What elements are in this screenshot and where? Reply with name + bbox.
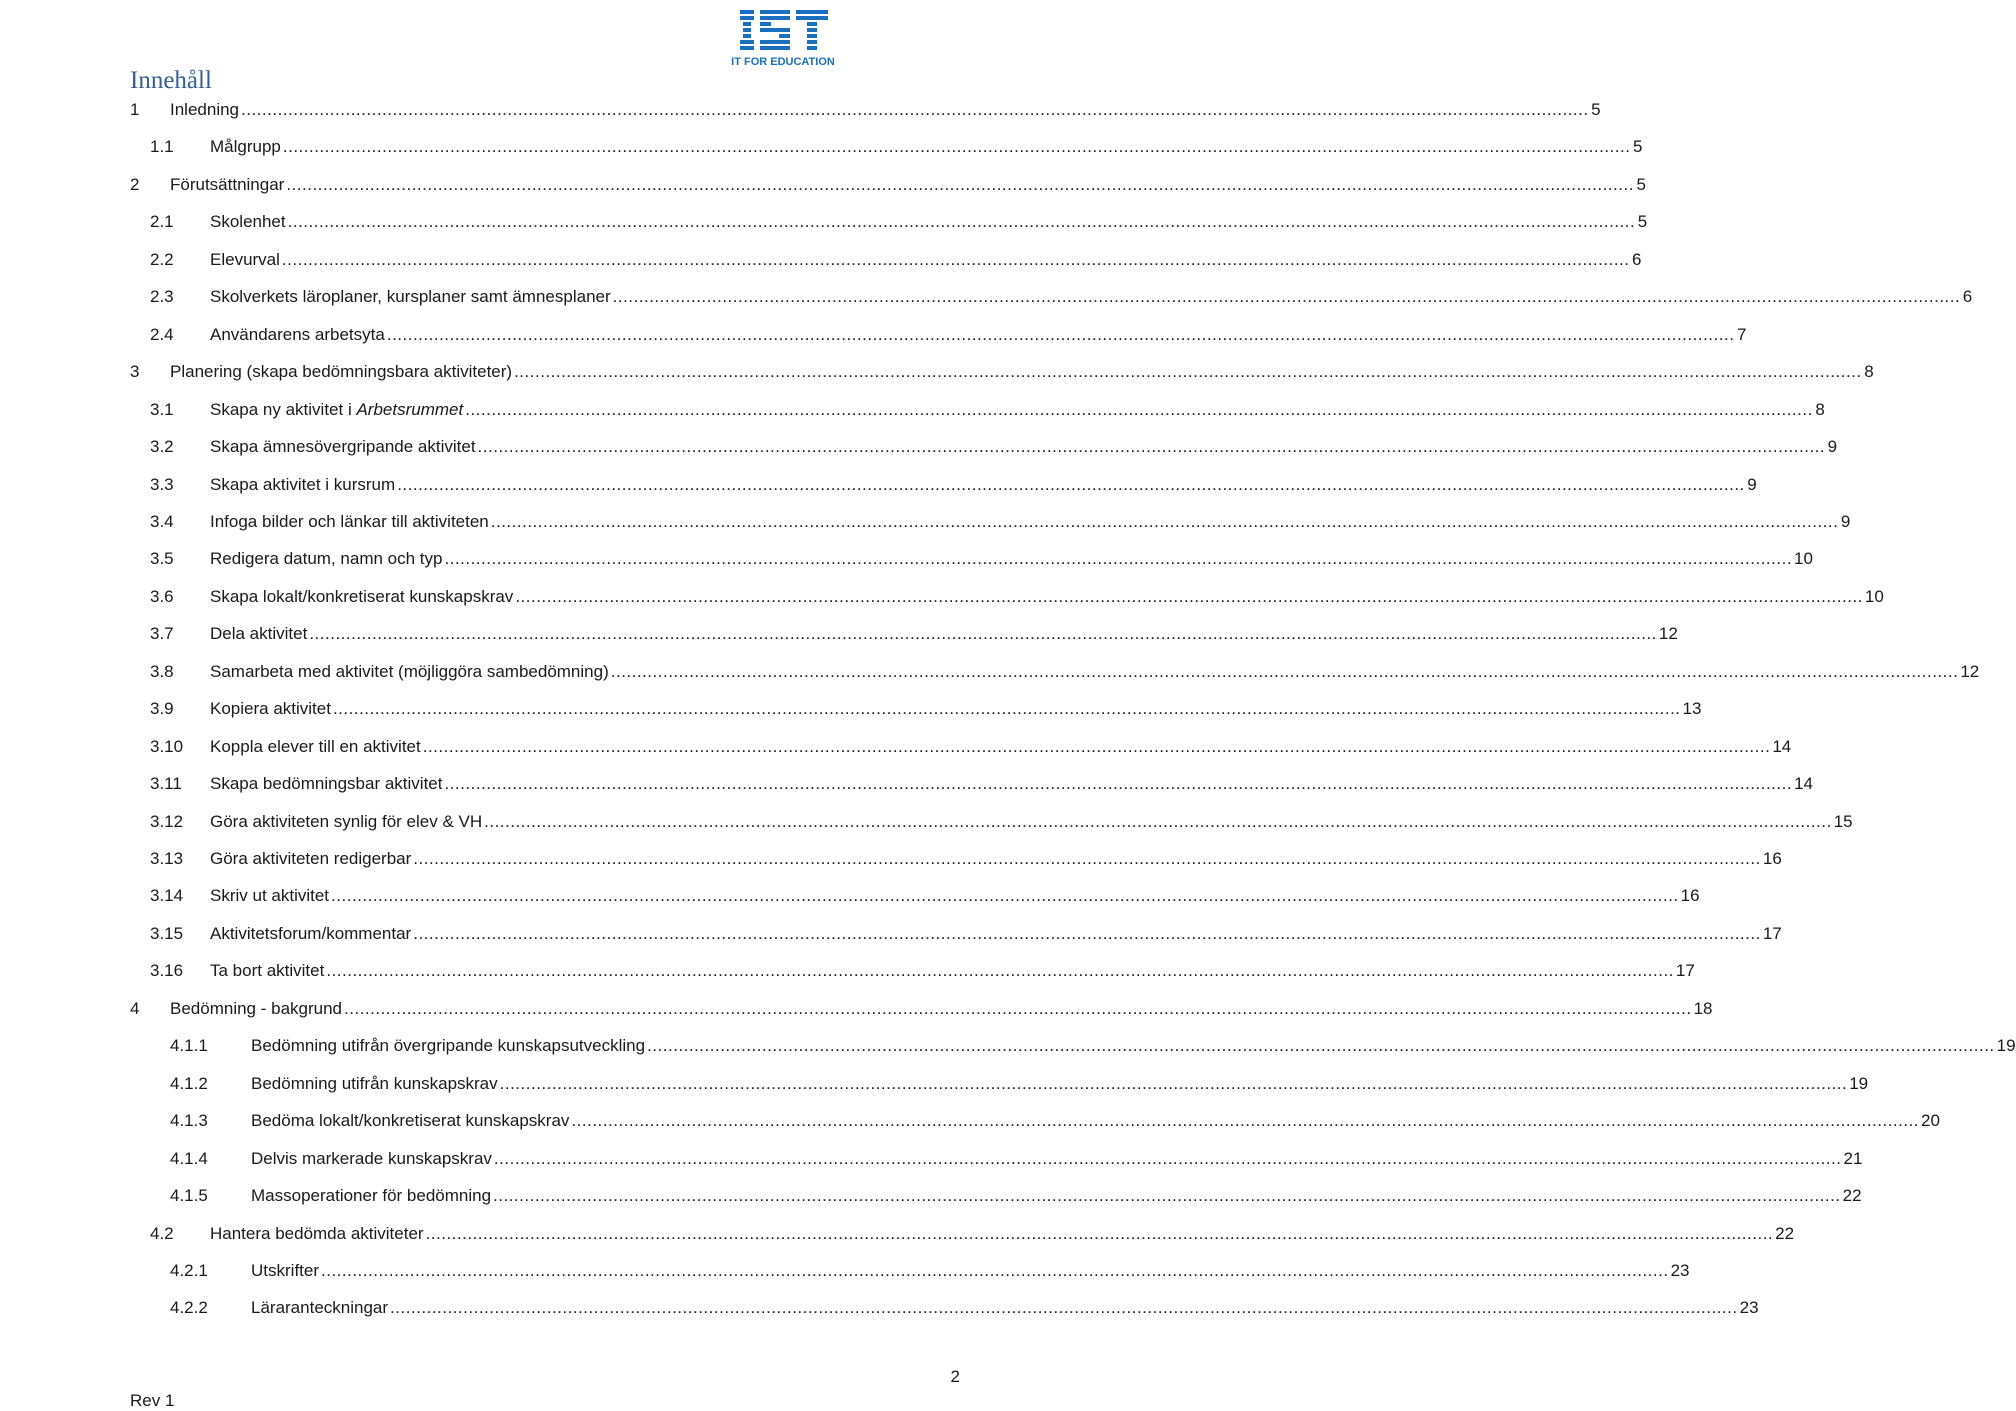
toc-dot-leader	[241, 96, 1589, 124]
toc-dot-leader	[478, 433, 1826, 461]
toc-entry-number: 3.5	[150, 549, 174, 569]
toc-entry-title-text: Planering (skapa bedömningsbara aktiviteter)	[170, 362, 513, 382]
toc-dot-leader	[613, 283, 1961, 311]
toc-dot-leader	[611, 658, 1959, 686]
toc-entry-title	[210, 882, 329, 910]
toc-entry[interactable]	[130, 920, 1782, 948]
toc-entry-number: 3.8	[150, 661, 174, 681]
toc-entry-number: 3.12	[150, 811, 184, 831]
toc-entry-number: 4.2	[150, 1223, 174, 1243]
toc-entry-title	[251, 1257, 319, 1285]
toc-dot-leader	[465, 396, 1813, 424]
toc-dot-leader	[344, 995, 1692, 1023]
footer-page-number: 2	[950, 1367, 960, 1386]
toc-entry-number: 1.1	[150, 137, 174, 157]
toc-entry[interactable]	[130, 471, 1757, 499]
toc-heading: Innehåll	[130, 67, 212, 94]
toc-entry-title-text: Kopiera aktivitet	[210, 699, 331, 719]
toc-entry-title	[210, 620, 307, 648]
toc-entry[interactable]	[130, 1032, 2016, 1060]
toc-dot-leader	[309, 620, 1657, 648]
toc-entry-title	[170, 96, 239, 124]
toc-entry-title	[210, 283, 611, 311]
toc-entry-number: 4.1.2	[170, 1073, 208, 1093]
toc-entry-title	[210, 695, 331, 723]
toc-dot-leader	[500, 1070, 1848, 1098]
toc-entry-number: 3.2	[150, 437, 174, 457]
toc-entry[interactable]	[130, 658, 1980, 686]
toc-entry-page: 14	[1794, 774, 1813, 794]
toc-entry[interactable]	[130, 845, 1782, 873]
ist-logo	[724, 8, 842, 70]
toc-entry-title-text: Inledning	[170, 100, 240, 119]
toc-entry-page: 19	[1849, 1073, 1869, 1093]
toc-entry-page: 19	[1996, 1036, 2016, 1056]
toc-entry-title	[210, 208, 286, 236]
toc-entry-title-text: Samarbeta med aktivitet (möjliggöra sambedömning)	[210, 661, 609, 681]
toc-entry-title-text: Skapa ämnesövergripande aktivitet	[210, 437, 476, 457]
toc-dot-leader	[333, 695, 1681, 723]
toc-entry-title-text: Bedömning - bakgrund	[170, 998, 343, 1018]
toc-entry-title	[170, 358, 512, 386]
toc-entry[interactable]	[130, 396, 1825, 424]
toc-entry-title-text: Skapa bedömningsbar aktivitet	[210, 774, 443, 794]
toc-dot-leader	[387, 321, 1735, 349]
toc-entry-title-text: Hantera bedömda aktiviteter	[210, 1223, 424, 1243]
toc-entry[interactable]	[130, 545, 1813, 573]
toc-entry-number: 4.1.4	[170, 1148, 208, 1168]
toc-entry-title-text: Skolenhet	[210, 212, 286, 232]
toc-dot-leader	[282, 246, 1630, 274]
toc-entry-page: 9	[1827, 437, 1838, 457]
toc-entry-title	[210, 770, 442, 798]
toc-entry-page: 15	[1833, 811, 1853, 831]
toc-entry[interactable]	[130, 283, 1973, 311]
toc-entry-title-text: Göra aktiviteten synlig för elev & VH	[210, 811, 483, 831]
toc-entry-page: 8	[1815, 399, 1825, 419]
toc-entry-title-text: Skolverkets läroplaner, kursplaner samt ämnesplaner	[210, 287, 611, 307]
toc-dot-leader	[423, 733, 1771, 761]
toc-entry[interactable]	[130, 620, 1678, 648]
toc-entry-title	[210, 920, 411, 948]
toc-entry[interactable]	[130, 1182, 1862, 1210]
toc-entry[interactable]	[130, 433, 1838, 461]
toc-entry-page: 22	[1775, 1223, 1795, 1243]
toc-entry-title	[251, 1294, 388, 1322]
toc-entry-number: 3.1	[150, 399, 174, 419]
toc-entry-title	[210, 583, 513, 611]
toc-entry-title	[210, 433, 476, 461]
toc-entry-page: 5	[1637, 212, 1648, 232]
toc-entry-title	[170, 171, 284, 199]
toc-dot-leader	[491, 508, 1839, 536]
ist-logo-mark	[724, 8, 842, 70]
toc-entry-page: 12	[1658, 624, 1678, 644]
toc-entry-title	[210, 808, 482, 836]
toc-entry-page: 13	[1682, 699, 1702, 719]
toc-entry-title	[210, 733, 421, 761]
toc-entry-number: 1	[130, 100, 140, 119]
toc-entry-page: 5	[1591, 100, 1601, 119]
toc-entry[interactable]	[130, 583, 1884, 611]
toc-dot-leader	[283, 133, 1631, 161]
toc-dot-leader	[413, 920, 1761, 948]
toc-entry-page: 23	[1739, 1298, 1759, 1318]
toc-entry-title	[251, 1107, 569, 1135]
toc-entry-page: 16	[1762, 849, 1782, 868]
toc-entry-title-text: Skriv ut aktivitet	[210, 886, 330, 906]
toc-entry-title-text: Bedöma lokalt/konkretiserat kunskapskrav	[251, 1111, 570, 1131]
toc-entry-number: 4.2.2	[170, 1298, 208, 1318]
toc-dot-leader	[426, 1220, 1774, 1248]
toc-entry-number: 3	[130, 362, 140, 382]
toc-entry-title	[170, 995, 342, 1023]
toc-dot-leader	[515, 583, 1863, 611]
toc-entry-title-text: Användarens arbetsyta	[210, 324, 385, 344]
toc-entry-title	[210, 321, 385, 349]
toc-entry[interactable]	[130, 1257, 1690, 1285]
toc-entry-title-text: Elevurval	[210, 249, 280, 269]
toc-dot-leader	[494, 1145, 1842, 1173]
toc-entry-page: 20	[1921, 1111, 1940, 1131]
toc-dot-leader	[390, 1294, 1738, 1322]
toc-dot-leader	[288, 208, 1636, 236]
toc-dot-leader	[286, 171, 1634, 199]
toc-entry-number: 3.11	[150, 774, 182, 794]
toc-entry-title	[251, 1032, 645, 1060]
toc-entry-page: 5	[1632, 137, 1643, 157]
toc-entry-title-text: Göra aktiviteten redigerbar	[210, 849, 412, 868]
toc-entry[interactable]	[130, 770, 1813, 798]
toc-entry-title-text: Förutsättningar	[170, 174, 285, 194]
toc-entry-title-text: Redigera datum, namn och typ	[210, 549, 443, 569]
toc-entry-title-text: Skapa ny aktivitet i	[210, 399, 357, 419]
toc-entry-title	[210, 246, 280, 274]
toc-entry-page: 22	[1842, 1186, 1862, 1206]
toc-entry-title-text: Aktivitetsforum/kommentar	[210, 923, 412, 943]
toc-entry-page: 18	[1693, 998, 1713, 1018]
toc-entry-title	[210, 471, 395, 499]
toc-entry[interactable]	[130, 733, 1792, 761]
toc-entry-title	[251, 1182, 491, 1210]
toc-dot-leader	[493, 1182, 1841, 1210]
toc-entry-page: 6	[1632, 249, 1642, 269]
footer-revision: Rev 1	[130, 1391, 175, 1410]
toc-entry[interactable]	[130, 133, 1643, 161]
toc-entry-title-text: Massoperationer för bedömning	[251, 1186, 492, 1206]
toc-entry[interactable]	[130, 695, 1702, 723]
toc-entry-page: 10	[1794, 549, 1813, 569]
toc-entry[interactable]	[130, 808, 1853, 836]
toc-dot-leader	[397, 471, 1745, 499]
toc-entry[interactable]	[130, 1294, 1759, 1322]
toc-entry-title-text: Infoga bilder och länkar till aktiviteten	[210, 511, 489, 531]
toc-entry-title-text: Ta bort aktivitet	[210, 961, 325, 981]
toc-entry-number: 2.4	[150, 324, 174, 344]
toc-entry-title	[251, 1145, 492, 1173]
toc-entry[interactable]	[130, 321, 1747, 349]
toc-entry-number: 3.9	[150, 699, 174, 719]
toc-entry[interactable]	[130, 882, 1700, 910]
toc-entry-number: 2.3	[150, 287, 174, 307]
toc-entry-title	[210, 133, 281, 161]
toc-entry-number: 4.1.5	[170, 1186, 208, 1206]
toc-dot-leader	[321, 1257, 1669, 1285]
toc-entry[interactable]	[130, 1070, 1869, 1098]
toc-entry[interactable]	[130, 246, 1642, 274]
toc-entry-title-italic: Arbetsrummet	[356, 399, 464, 419]
toc-entry-title-text: Bedömning utifrån kunskapskrav	[251, 1073, 498, 1093]
toc-entry-number: 3.4	[150, 511, 174, 531]
toc-entry-page: 21	[1843, 1148, 1863, 1168]
toc-entry[interactable]	[130, 208, 1648, 236]
toc-dot-leader	[444, 545, 1792, 573]
toc-dot-leader	[413, 845, 1761, 873]
toc-entry-title-text: Dela aktivitet	[210, 624, 308, 644]
toc-entry-number: 4.1.3	[170, 1111, 208, 1131]
toc-dot-leader	[326, 957, 1674, 985]
toc-entry-page: 8	[1864, 362, 1874, 382]
toc-entry-title	[210, 1220, 424, 1248]
toc-entry-title-text: Skapa aktivitet i kursrum	[210, 474, 396, 494]
toc-entry-title-text: Läraranteckningar	[251, 1298, 389, 1318]
toc-entry-page: 17	[1675, 961, 1695, 981]
toc-entry-title-text: Skapa lokalt/konkretiserat kunskapskrav	[210, 586, 514, 606]
toc-entry-page: 5	[1636, 174, 1646, 194]
toc-entry-page: 7	[1736, 324, 1747, 344]
toc-entry-title-text: Utskrifter	[251, 1260, 319, 1280]
logo-tagline: IT FOR EDUCATION	[731, 56, 835, 68]
toc-dot-leader	[571, 1107, 1919, 1135]
toc-entry-title	[210, 396, 463, 424]
toc-entry-number: 4	[130, 998, 140, 1018]
toc-entry-number: 2.1	[150, 212, 174, 232]
toc-entry-number: 2	[130, 174, 140, 194]
toc-entry-number: 3.13	[150, 849, 184, 868]
toc-entry-page: 9	[1747, 474, 1757, 494]
toc-dot-leader	[484, 808, 1832, 836]
toc-entry-title-text: Bedömning utifrån övergripande kunskapsutveckling	[251, 1036, 646, 1056]
toc-entry-number: 3.15	[150, 923, 184, 943]
toc-entry[interactable]	[130, 508, 1851, 536]
toc-entry-number: 2.2	[150, 249, 174, 269]
toc-entry-number: 3.14	[150, 886, 184, 906]
toc-dot-leader	[331, 882, 1679, 910]
toc-entry-title	[251, 1070, 498, 1098]
toc-entry-title-text: Målgrupp	[210, 137, 281, 157]
toc-entry-number: 3.10	[150, 736, 184, 756]
toc-entry-number: 4.2.1	[170, 1260, 208, 1280]
toc-entry-number: 3.16	[150, 961, 184, 981]
toc-entry[interactable]	[130, 1107, 1940, 1135]
toc-entry-page: 6	[1962, 287, 1973, 307]
toc-entry[interactable]	[130, 1145, 1863, 1173]
toc-entry-title	[210, 508, 489, 536]
toc-entry[interactable]	[130, 1220, 1795, 1248]
toc-entry[interactable]	[130, 96, 1601, 124]
toc-entry[interactable]	[130, 957, 1695, 985]
toc-entry-page: 14	[1772, 736, 1792, 756]
toc-entry-title-text: Koppla elever till en aktivitet	[210, 736, 421, 756]
toc-entry[interactable]	[130, 358, 1874, 386]
toc-entry[interactable]	[130, 171, 1646, 199]
toc-entry-number: 3.7	[150, 624, 174, 644]
toc-entry-page: 16	[1680, 886, 1700, 906]
toc-entry-title	[210, 658, 609, 686]
toc-entry-number: 3.6	[150, 586, 174, 606]
toc-entry-title	[210, 545, 442, 573]
toc-entry-page: 23	[1670, 1260, 1690, 1280]
toc-entry-number: 4.1.1	[170, 1036, 208, 1056]
toc-dot-leader	[514, 358, 1862, 386]
toc-entry-page: 10	[1864, 586, 1884, 606]
toc-entry[interactable]	[130, 995, 1713, 1023]
toc-dot-leader	[647, 1032, 1995, 1060]
toc-entry-page: 12	[1960, 661, 1980, 681]
toc-entry-title	[210, 957, 324, 985]
toc-entry-page: 17	[1762, 923, 1782, 943]
toc-entry-page: 9	[1840, 511, 1851, 531]
toc-entry-title-text: Delvis markerade kunskapskrav	[251, 1148, 492, 1168]
toc-entry-number: 3.3	[150, 474, 174, 494]
toc-entry-title	[210, 845, 411, 873]
toc-dot-leader	[444, 770, 1792, 798]
